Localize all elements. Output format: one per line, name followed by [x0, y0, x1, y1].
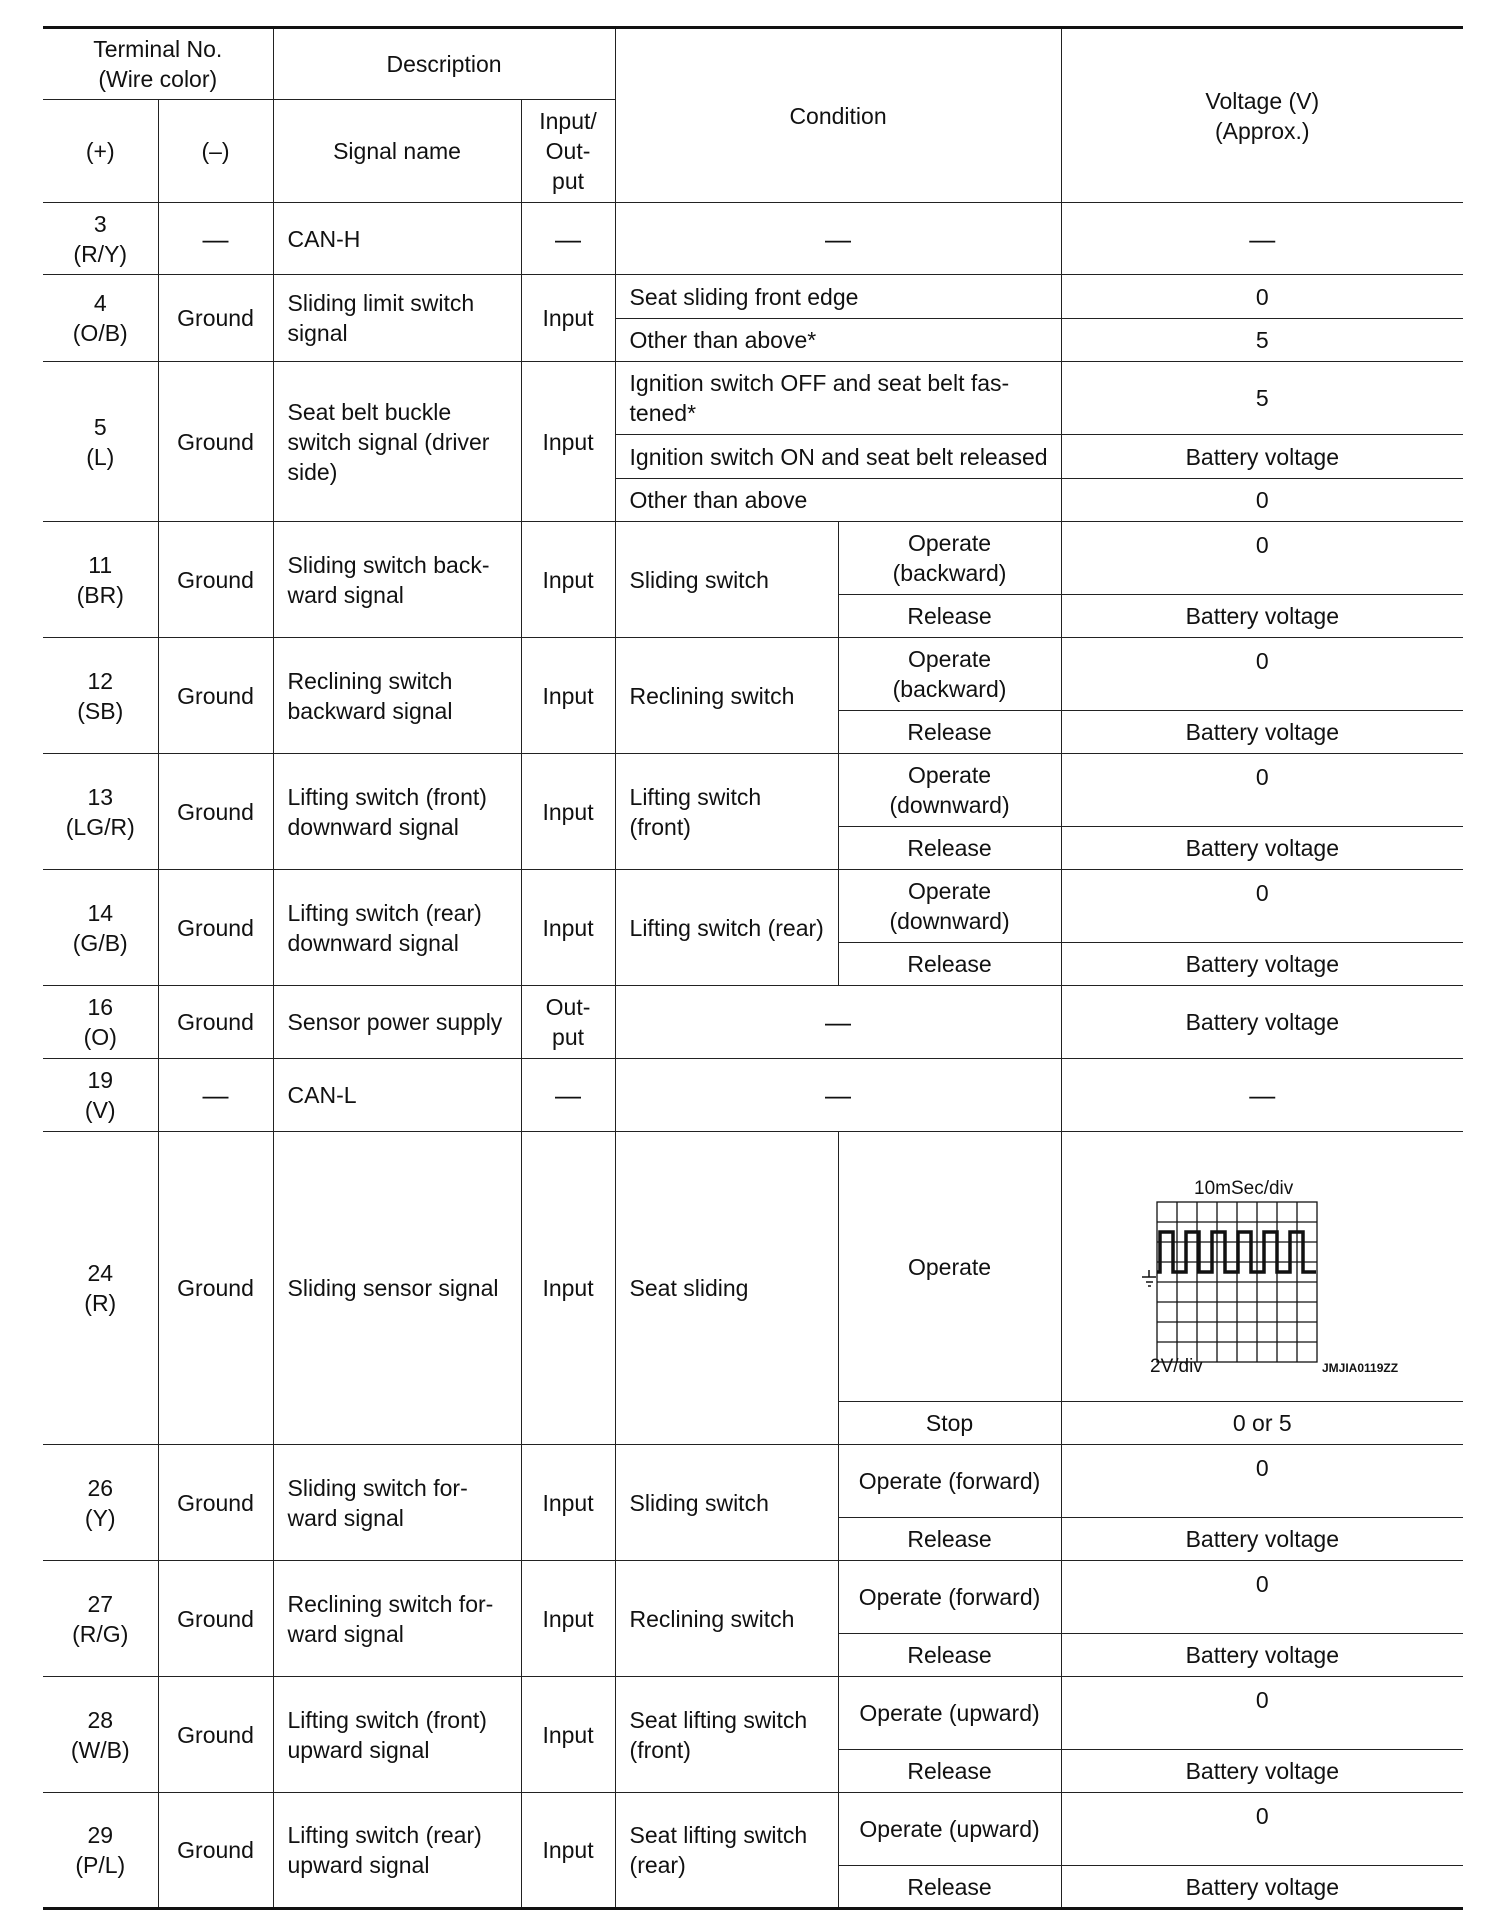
header-voltage-approx: (Approx.): [1214, 117, 1310, 144]
terminal-no: [43, 1793, 158, 1909]
signal-name: Sensor power supply: [273, 986, 521, 1059]
negative-terminal: Ground: [158, 522, 273, 638]
terminal-no: [43, 522, 158, 638]
table-row: [43, 275, 1463, 319]
wire-color: (O): [83, 1024, 117, 1050]
input-output: Input: [521, 1793, 615, 1909]
condition: Other than above: [615, 479, 1061, 522]
terminal-no: [43, 1561, 158, 1677]
negative-terminal: Ground: [158, 275, 273, 362]
voltage: —: [1061, 1059, 1463, 1132]
terminal-number: 4: [93, 290, 107, 316]
scope-time-label: 10mSec/div: [1193, 1178, 1293, 1199]
terminal-number: 28: [87, 1706, 114, 1733]
header-terminal: [43, 28, 273, 100]
input-output: Input: [521, 1132, 615, 1445]
terminal-no: [43, 275, 158, 362]
condition-state: Release: [838, 711, 1061, 754]
signal-name: Seat belt buckle switch signal (driver side): [273, 362, 521, 522]
negative-terminal: Ground: [158, 638, 273, 754]
negative-terminal: Ground: [158, 754, 273, 870]
voltage: 0: [1061, 522, 1463, 595]
wire-color: (LG/R): [65, 813, 135, 840]
condition: Lifting switch (front): [615, 754, 838, 870]
voltage: Battery voltage: [1061, 943, 1463, 986]
negative-terminal: Ground: [158, 1793, 273, 1909]
header-wire-color: (Wire color): [98, 66, 218, 92]
oscilloscope-waveform: [1061, 1132, 1463, 1402]
header-voltage-label: Voltage (V): [1205, 87, 1320, 114]
scope-volt-label: 2V/div: [1149, 1356, 1203, 1377]
voltage: 0: [1061, 1677, 1463, 1750]
signal-name: Sliding switch for-ward signal: [273, 1445, 521, 1561]
header-io-line2: Out-: [545, 138, 591, 164]
negative-terminal: Ground: [158, 1561, 273, 1677]
condition: Reclining switch: [615, 1561, 838, 1677]
terminal-number: 27: [87, 1590, 114, 1617]
signal-name: Reclining switch backward signal: [273, 638, 521, 754]
negative-terminal: —: [158, 1059, 273, 1132]
terminal-number: 13: [87, 783, 114, 810]
table-row: [43, 754, 1463, 827]
input-output: —: [521, 1059, 615, 1132]
condition: Seat lifting switch (front): [615, 1677, 838, 1793]
header-signal-name: Signal name: [273, 100, 521, 203]
terminal-number: 5: [93, 413, 107, 440]
condition: Ignition switch ON and seat belt released: [615, 435, 1061, 479]
input-output: Input: [521, 522, 615, 638]
condition: Lifting switch (rear): [615, 870, 838, 986]
terminal-table: [43, 26, 1463, 1910]
condition: Other than above*: [615, 319, 1061, 362]
terminal-no: [43, 1445, 158, 1561]
terminal-no: [43, 362, 158, 522]
input-output: Input: [521, 870, 615, 986]
wire-color: (P/L): [75, 1852, 126, 1878]
terminal-number: 29: [87, 1822, 114, 1848]
input-output: Input: [521, 1561, 615, 1677]
voltage: Battery voltage: [1061, 827, 1463, 870]
input-output: Out-put: [521, 986, 615, 1059]
wire-color: (L): [86, 443, 115, 470]
wire-color: (R/G): [72, 1620, 129, 1647]
wire-color: (W/B): [70, 1736, 130, 1763]
negative-terminal: Ground: [158, 1677, 273, 1793]
terminal-table-container: [43, 26, 1463, 1910]
condition-state: Stop: [838, 1402, 1061, 1445]
signal-name: Lifting switch (front) downward signal: [273, 754, 521, 870]
voltage: 5: [1061, 319, 1463, 362]
terminal-no: [43, 754, 158, 870]
signal-name: Sliding sensor signal: [273, 1132, 521, 1445]
header-voltage: [1061, 28, 1463, 203]
voltage: 0: [1061, 479, 1463, 522]
condition-state: Release: [838, 1634, 1061, 1677]
voltage: 5: [1061, 362, 1463, 435]
condition-state: Release: [838, 943, 1061, 986]
condition-state: Operate (backward): [838, 522, 1061, 595]
negative-terminal: —: [158, 203, 273, 275]
voltage: 0: [1061, 1793, 1463, 1866]
table-row: [43, 1793, 1463, 1866]
input-output: Input: [521, 1677, 615, 1793]
wire-color: (V): [84, 1097, 116, 1123]
condition-state: Release: [838, 595, 1061, 638]
table-row: [43, 1059, 1463, 1132]
square-wave-trace: [1157, 1232, 1316, 1272]
negative-terminal: Ground: [158, 870, 273, 986]
wire-color: (R): [84, 1290, 117, 1316]
negative-terminal: Ground: [158, 362, 273, 522]
input-output: Input: [521, 362, 615, 522]
terminal-no: [43, 1677, 158, 1793]
condition-state: Operate (upward): [838, 1677, 1061, 1750]
condition-state: Operate (downward): [838, 754, 1061, 827]
negative-terminal: Ground: [158, 986, 273, 1059]
table-row: [43, 1132, 1463, 1402]
terminal-number: 16: [87, 994, 114, 1020]
wire-color: (O/B): [72, 320, 128, 346]
condition-state: Operate (downward): [838, 870, 1061, 943]
condition-state: Release: [838, 827, 1061, 870]
wire-color: (G/B): [72, 929, 128, 956]
condition: —: [615, 1059, 1061, 1132]
terminal-number: 11: [88, 551, 113, 578]
condition: Sliding switch: [615, 1445, 838, 1561]
header-description: Description: [273, 28, 615, 100]
condition: Seat sliding: [615, 1132, 838, 1445]
signal-name: Lifting switch (front) upward signal: [273, 1677, 521, 1793]
condition-state: Release: [838, 1518, 1061, 1561]
terminal-no: [43, 1132, 158, 1445]
header-io-line3: put: [552, 168, 585, 194]
input-output: Input: [521, 1445, 615, 1561]
wire-color: (R/Y): [73, 240, 128, 267]
condition: Reclining switch: [615, 638, 838, 754]
voltage: Battery voltage: [1061, 435, 1463, 479]
scope-figure-code: JMJIA0119ZZ: [1321, 1361, 1398, 1375]
terminal-number: 14: [87, 899, 114, 926]
condition-state: Operate (forward): [838, 1561, 1061, 1634]
signal-name: CAN-L: [273, 1059, 521, 1132]
signal-name: Sliding limit switch signal: [273, 275, 521, 362]
table-row: [43, 986, 1463, 1059]
condition-state: Release: [838, 1866, 1061, 1909]
terminal-number: 19: [87, 1067, 114, 1093]
voltage: 0: [1061, 1445, 1463, 1518]
terminal-no: [43, 1059, 158, 1132]
condition-state: Release: [838, 1750, 1061, 1793]
input-output: Input: [521, 638, 615, 754]
table-row: [43, 1561, 1463, 1634]
square-wave-diagram: [1062, 1132, 1464, 1394]
condition-state: Operate: [838, 1132, 1061, 1402]
condition-state: Operate (upward): [838, 1793, 1061, 1866]
header-condition: Condition: [615, 28, 1061, 203]
terminal-no: [43, 870, 158, 986]
table-row: [43, 203, 1463, 275]
header-terminal-no: Terminal No.: [93, 36, 223, 62]
signal-name: Sliding switch back-ward signal: [273, 522, 521, 638]
table-row: [43, 870, 1463, 943]
condition: —: [615, 986, 1061, 1059]
input-output: —: [521, 203, 615, 275]
condition: Sliding switch: [615, 522, 838, 638]
table-row: [43, 1445, 1463, 1518]
voltage: —: [1061, 203, 1463, 275]
terminal-no: [43, 203, 158, 275]
voltage: 0: [1061, 638, 1463, 711]
scope-grid: [1157, 1202, 1317, 1362]
header-io-line1: Input/: [539, 108, 597, 134]
voltage: Battery voltage: [1061, 986, 1463, 1059]
condition: Ignition switch OFF and seat belt fas-tened*: [615, 362, 1061, 435]
table-row: [43, 522, 1463, 595]
table-row: [43, 362, 1463, 435]
voltage: 0: [1061, 1561, 1463, 1634]
wire-color: (BR): [76, 581, 124, 608]
condition: Seat sliding front edge: [615, 275, 1061, 319]
terminal-number: 3: [93, 210, 107, 237]
terminal-no: [43, 986, 158, 1059]
signal-name: CAN-H: [273, 203, 521, 275]
voltage: 0 or 5: [1061, 1402, 1463, 1445]
terminal-number: 12: [87, 667, 114, 694]
header-minus: (–): [158, 100, 273, 203]
table-row: [43, 1677, 1463, 1750]
voltage: Battery voltage: [1061, 711, 1463, 754]
condition: —: [615, 203, 1061, 275]
voltage: Battery voltage: [1061, 595, 1463, 638]
voltage: 0: [1061, 754, 1463, 827]
voltage: Battery voltage: [1061, 1750, 1463, 1793]
input-output: Input: [521, 754, 615, 870]
wire-color: (SB): [77, 697, 124, 724]
signal-name: Reclining switch for-ward signal: [273, 1561, 521, 1677]
condition-state: Operate (backward): [838, 638, 1061, 711]
header-plus: (+): [43, 100, 158, 203]
terminal-number: 26: [87, 1474, 114, 1501]
voltage: Battery voltage: [1061, 1866, 1463, 1909]
wire-color: (Y): [84, 1504, 116, 1531]
voltage: Battery voltage: [1061, 1634, 1463, 1677]
condition-state: Operate (forward): [838, 1445, 1061, 1518]
negative-terminal: Ground: [158, 1132, 273, 1445]
table-row: [43, 638, 1463, 711]
voltage: 0: [1061, 870, 1463, 943]
condition: Seat lifting switch (rear): [615, 1793, 838, 1909]
signal-name: Lifting switch (rear) downward signal: [273, 870, 521, 986]
terminal-number: 24: [87, 1260, 114, 1286]
voltage: Battery voltage: [1061, 1518, 1463, 1561]
signal-name: Lifting switch (rear) upward signal: [273, 1793, 521, 1909]
header-input-output: [521, 100, 615, 203]
terminal-no: [43, 638, 158, 754]
input-output: Input: [521, 275, 615, 362]
negative-terminal: Ground: [158, 1445, 273, 1561]
voltage: 0: [1061, 275, 1463, 319]
ground-symbol-icon: [1142, 1270, 1156, 1286]
